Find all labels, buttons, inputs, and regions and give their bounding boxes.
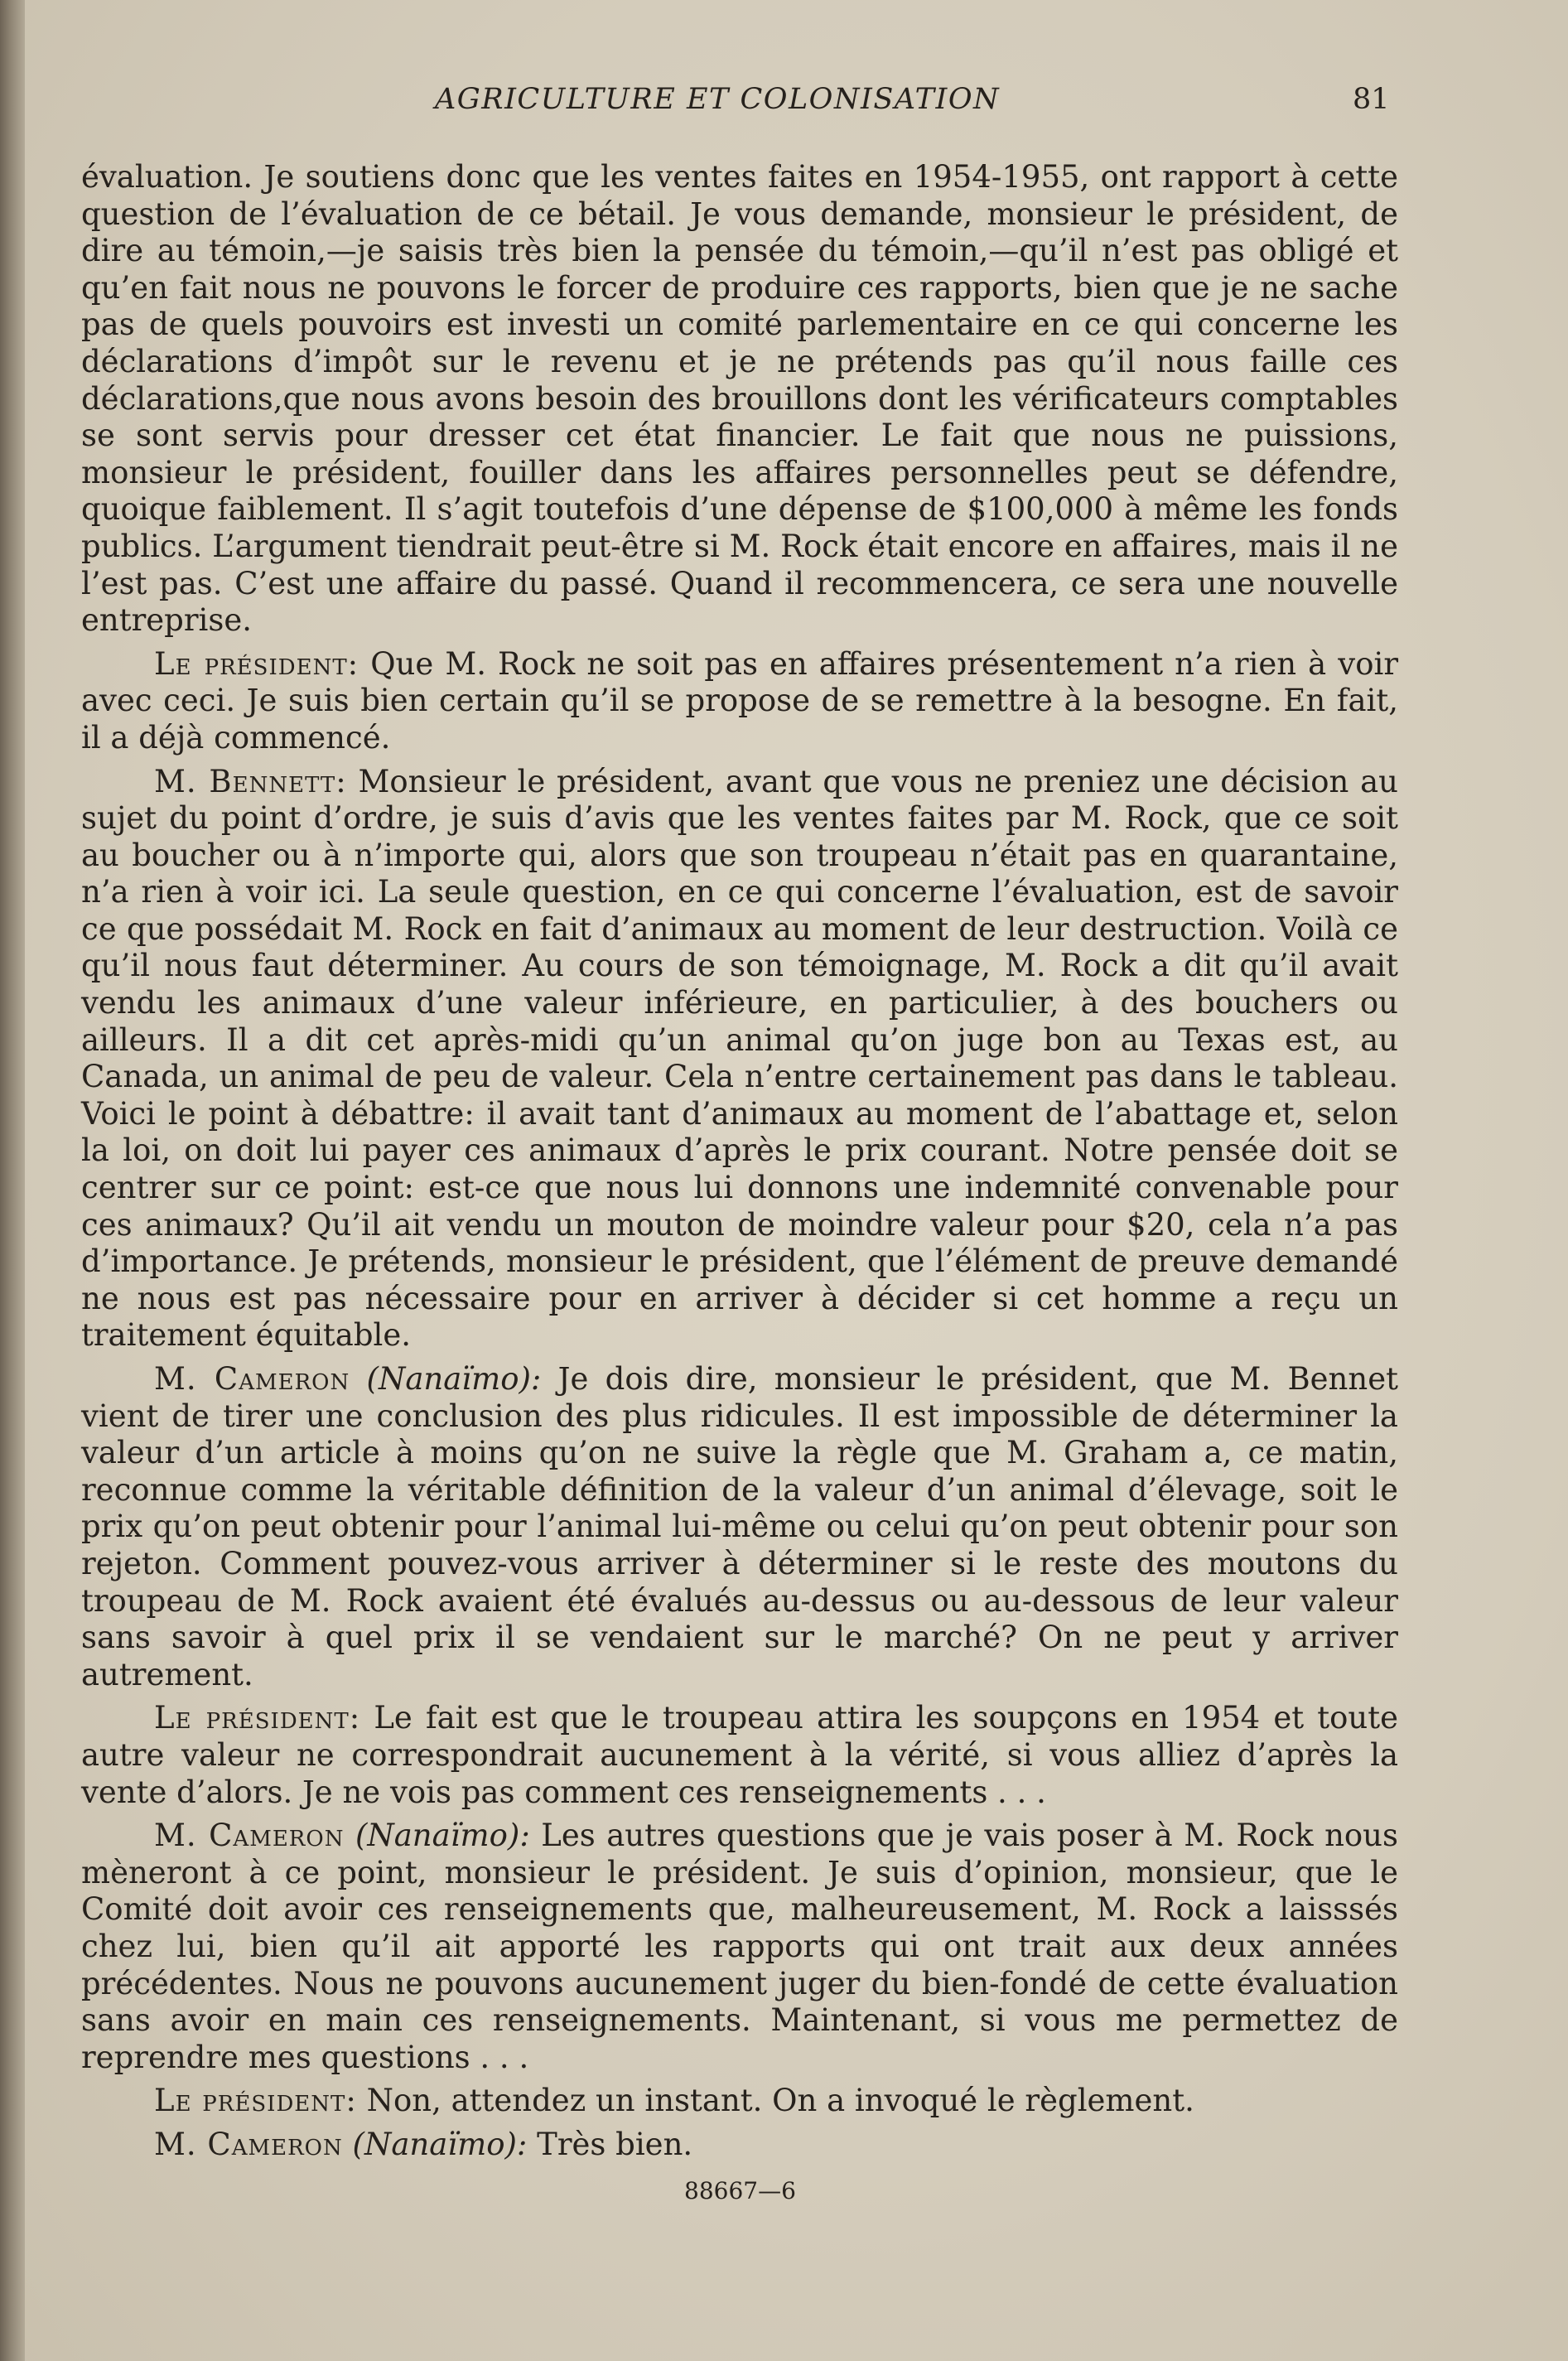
paragraph-cameron-2	[81, 1818, 1398, 2076]
text-body	[81, 159, 1398, 2170]
paragraph-cameron-3	[81, 2127, 1398, 2164]
paragraph-text: Non, attendez un instant. On a invoqué le règlement.	[366, 2083, 1194, 2119]
paragraph-president-3	[81, 2083, 1398, 2120]
paragraph-text: Je dois dire, monsieur le président, que M. Bennet vient de tirer une conclusion des plus ridicules. Il est impossible de déterminer la valeur d’un article à moins qu’on ne suive la règle que M. Graham a, ce matin, reconnue comme la véritable définition de la valeur d’un animal d’élevage, soit le prix qu’on peut obtenir pour l’animal lui-même ou celui qu’on peut obtenir pour son rejeton. Comment pouvez-vous arriver à déterminer si le reste des moutons du troupeau de M. Rock avaient été évalués au-dessus ou au-dessous de leur valeur sans savoir à quel prix il se vendaient sur le marché? On ne peut y arriver autrement.	[81, 1361, 1398, 1692]
speaker-riding: (Nanaïmo):	[355, 1818, 530, 1854]
speaker-name: M. Cameron	[154, 1361, 350, 1397]
running-title: AGRICULTURE ET COLONISATION	[435, 83, 1001, 116]
speaker-name: Le président:	[154, 645, 359, 682]
page-header	[0, 83, 1568, 124]
paragraph-text: Le fait est que le troupeau attira les soupçons en 1954 et toute autre valeur ne correspondrait aucunement à la vérité, si vous alliez d’après la vente d’alors. Je ne vois pas comment ces renseignements . . .	[81, 1700, 1398, 1810]
page-number: 81	[1353, 83, 1390, 116]
speaker-riding: (Nanaïmo):	[366, 1361, 542, 1397]
paragraph-president-1	[81, 646, 1398, 757]
paragraph-cameron-1	[81, 1361, 1398, 1693]
paragraph-text: Que M. Rock ne soit pas en affaires présentement n’a rien à voir avec ceci. Je suis bien certain qu’il se propose de se remettre à la besogne. En fait, il a déjà commencé.	[81, 645, 1399, 756]
page-binding-edge	[0, 0, 25, 2361]
speaker-riding: (Nanaïmo):	[352, 2126, 528, 2162]
paragraph-text: évaluation. Je soutiens donc que les ventes faites en 1954-1955, ont rapport à cette question de l’évaluation de ce bétail. Je vous demande, monsieur le président, de dire au témoin,—je saisis très bien la pensée du témoin,—qu’il n’est pas obligé et qu’en fait nous ne pouvons le forcer de produire ces rapports, bien que je ne sache pas de quels pouvoirs est investi un comité parlementaire en ce qui concerne les déclarations d’impôt sur le revenu et je ne prétends pas qu’il nous faille ces déclarations,que nous avons besoin des brouillons dont les vérificateurs comptables se sont servis pour dresser cet état financier. Le fait que nous ne puissions, monsieur le président, fouiller dans les affaires personnelles peut se défendre, quoique faiblement. Il s’agit toutefois d’une dépense de $100,000 à même les fonds publics. L’argument tiendrait peut-être si M. Rock était encore en affaires, mais il ne l’est pas. C’est une affaire du passé. Quand il recommencera, ce sera une nouvelle entreprise.	[81, 159, 1398, 639]
speaker-name: Le président:	[154, 2083, 357, 2119]
paragraph-text: Très bien.	[537, 2126, 693, 2162]
paragraph-president-2	[81, 1700, 1398, 1811]
speaker-name: M. Bennett:	[154, 763, 347, 799]
signature-code: 88667—6	[684, 2177, 796, 2204]
paragraph-continuation	[81, 159, 1398, 640]
paragraph-text: Les autres questions que je vais poser à M. Rock nous mèneront à ce point, monsieur le président. Je suis d’opinion, monsieur, que le Comité doit avoir ces renseignements que, malheureusement, M. Rock a laisssés chez lui, bien qu’il ait apporté les rapports qui ont trait aux deux années précédentes. Nous ne pouvons aucunement juger du bien-fondé de cette évaluation sans avoir en main ces renseignements. Maintenant, si vous me permettez de reprendre mes questions . . .	[81, 1818, 1398, 2075]
speaker-name: M. Cameron	[154, 2126, 343, 2162]
paragraph-bennett	[81, 764, 1398, 1355]
speaker-name: Le président:	[154, 1700, 361, 1736]
speaker-name: M. Cameron	[154, 1818, 345, 1854]
paragraph-text: Monsieur le président, avant que vous ne preniez une décision au sujet du point d’ordre, je suis d’avis que les ventes faites par M. Rock, que ce soit au boucher ou à n’importe qui, alors que son troupeau n’était pas en quarantaine, n’a rien à voir ici. La seule question, en ce qui concerne l’évaluation, est de savoir ce que possédait M. Rock en fait d’animaux au moment de leur destruction. Voilà ce qu’il nous faut déterminer. Au cours de son témoignage, M. Rock a dit qu’il avait vendu les animaux d’une valeur inférieure, en particulier, à des bouchers ou ailleurs. Il a dit cet après-midi qu’un animal qu’on juge bon au Texas est, au Canada, un animal de peu de valeur. Cela n’entre certainement pas dans le tableau. Voici le point à débattre: il avait tant d’animaux au moment de l’abattage et, selon la loi, on doit lui payer ces animaux d’après le prix courant. Notre pensée doit se centrer sur ce point: est-ce que nous lui donnons une indemnité convenable pour ces animaux? Qu’il ait vendu un mouton de moindre valeur pour $20, cela n’a pas d’importance. Je prétends, monsieur le président, que l’élément de preuve demandé ne nous est pas nécessaire pour en arriver à décider si cet homme a reçu un traitement équitable.	[81, 763, 1398, 1354]
